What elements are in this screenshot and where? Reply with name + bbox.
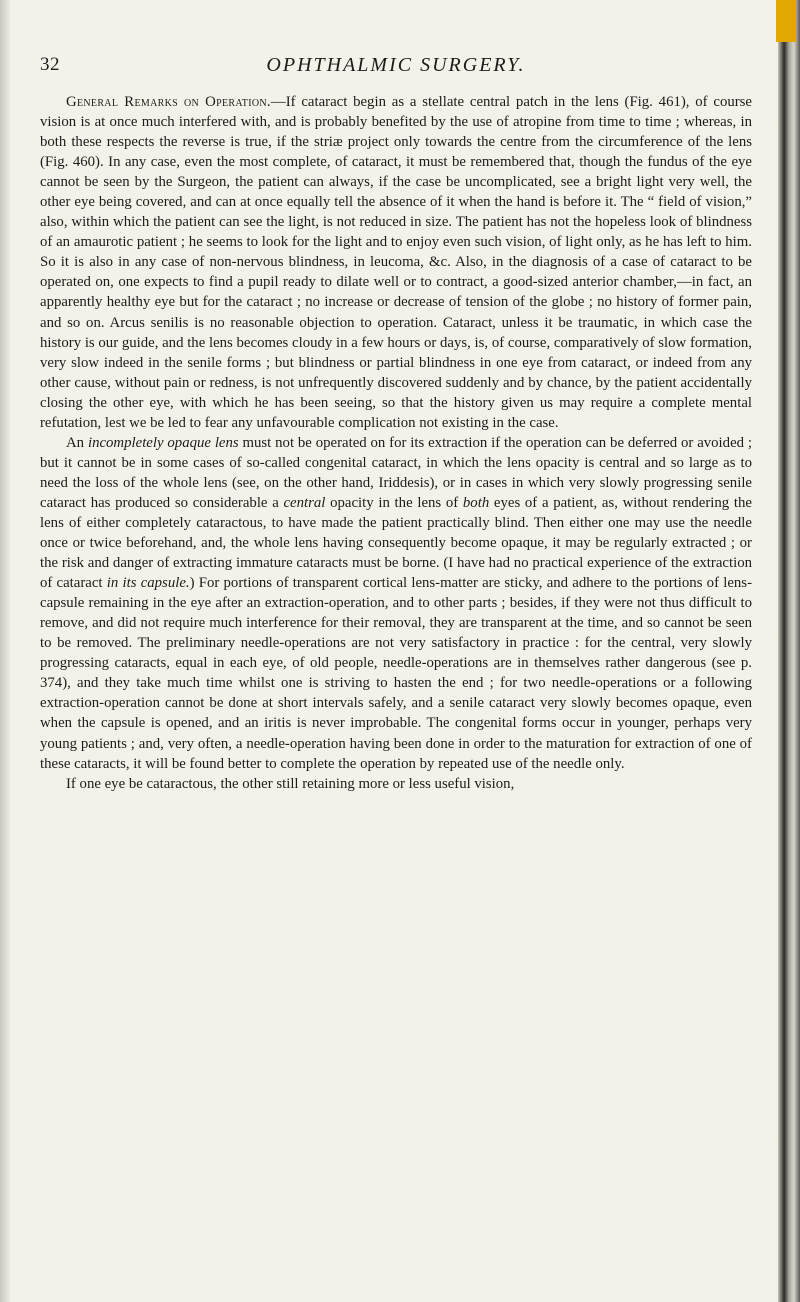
italic-term: incompletely opaque lens [87, 434, 239, 451]
gutter-yellow-tab [776, 0, 796, 42]
paragraph-incompletely-opaque-lens [40, 433, 752, 774]
paragraph-text: opacity in the lens of [325, 494, 463, 511]
section-heading: General Remarks on Operation. [66, 94, 271, 110]
running-title: OPHTHALMIC SURGERY. [266, 54, 526, 76]
paragraph-text: If one eye be cataractous, the other still retaining more or less useful vision, [66, 775, 515, 792]
italic-term: in its capsule. [106, 575, 190, 592]
italic-term: both [462, 494, 490, 511]
page-body [40, 92, 752, 794]
paragraph-text: —If cataract begin as a stellate central patch in the lens (Fig. 461), of course vision is at once much interfered with, and is probably benefited by the use of atropine from time to time ; whereas, in both these respects the reverse is true, if the striæ project only towards the centre from the circumference of the lens (Fig. 460). In any case, even the most complete, of cataract, it must be remembered that, though the fundus of the eye cannot be seen by the Surgeon, the patient can always, if the case be uncomplicated, see a bright light very well, the other eye being covered, and can at once equally tell the absence of it when the hand is before it. The “ field of vision,” also, within which the patient can see the light, is not reduced in size. The patient has not the hopeless look of blindness of an amaurotic patient ; he seems to look for the light and to enjoy even such vision, of light only, as he has left to him. So it is also in any case of non-nervous blindness, in leucoma, &c. Also, in the diagnosis of a case of cataract to be operated on, one expects to find a pupil ready to dilate well or to contract, a good-sized anterior chamber,—in fact, an apparently healthy eye but for the cataract ; no increase or decrease of tension of the globe ; no history of former pain, and so on. Arcus senilis is no reasonable objection to operation. Cataract, unless it be traumatic, in which case the history is our guide, and the lens becomes cloudy in a few hours or days, is, of course, comparatively of slow formation, very slow indeed in the senile forms ; but blindness or partial blindness in one eye from cataract, or indeed from any other cause, without pain or redness, is not unfrequently discovered suddenly and by chance, by the patient accidentally closing the other eye, with which he has been seeing, so that the history given us may require a complete mental refutation, lest we be led to fear any unfavourable complication not existing in the case. [40, 94, 752, 431]
page-header [40, 54, 752, 84]
book-gutter [778, 0, 800, 1302]
italic-term: central [283, 494, 326, 511]
paragraph-text: eyes of a patient, as, without rendering the lens of either completely cataractous, to have made the patient practically blind. Then either one may use the needle once or twice beforehand, and, the whole lens having consequently become opaque, it may be regularly extracted ; or the risk and danger of extracting immature cataracts must be borne. (I have had no practical experience of the extraction of cataract [40, 494, 752, 592]
page-number: 32 [40, 54, 60, 75]
paragraph-one-eye-cataractous [40, 774, 752, 794]
page-left-edge-shadow [0, 0, 10, 1302]
paragraph-text: An [66, 434, 88, 451]
paragraph-general-remarks [40, 92, 752, 433]
paragraph-text: ) For portions of transparent cortical lens-matter are sticky, and adhere to the portions of lens-capsule remaining in the eye after an extraction-operation, and to other parts ; besides, if they were not thus difficult to remove, and did not require much interference for their removal, they are transparent at the time, and so cannot be seen to be removed. The preliminary needle-operations are not very satisfactory in practice : for the central, very slowly progressing cataracts, equal in each eye, of old people, needle-operations are in themselves rather dangerous (see p. 374), and they take much time whilst one is striving to hasten the end ; for two needle-operations or a following extraction-operation cannot be done at short intervals safely, and a senile cataract very slowly becomes opaque, even when the capsule is opened, and an iritis is never improbable. The congenital forms occur in younger, perhaps very young patients ; and, very often, a needle-operation having been done in order to the maturation for extraction of one of these cataracts, it will be found better to complete the operation by repeated use of the needle only. [40, 575, 752, 772]
paragraph-text: must not be operated on for its extraction if the operation can be deferred or avoided ; but it cannot be in some cases of so-called congenital cataract, in which the lens opacity is central and so large as to need the loss of the whole lens (see, on the other hand, Iriddesis), or in cases in which very slowly progressing senile cataract has produced so considerable a [40, 434, 753, 511]
